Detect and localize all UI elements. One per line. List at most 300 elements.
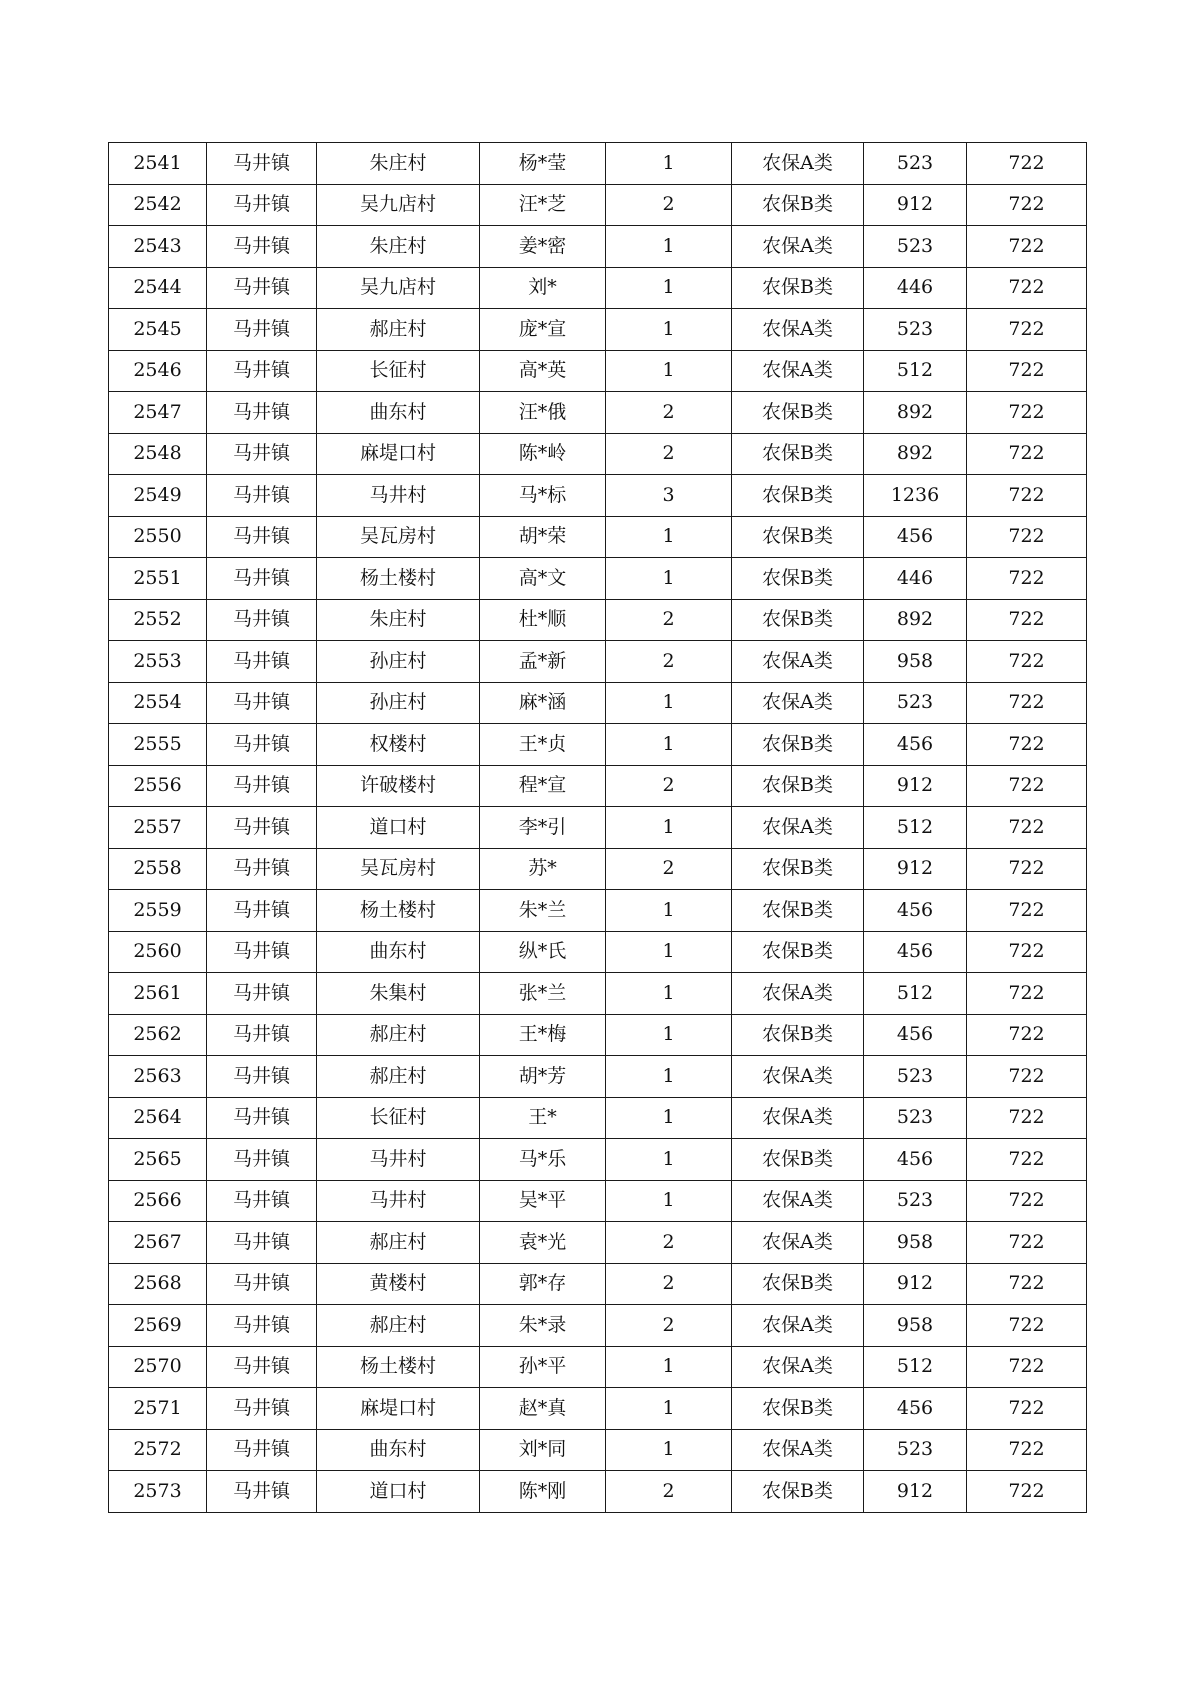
village-cell: 郝庄村: [317, 1014, 480, 1056]
category-cell: 农保B类: [732, 558, 864, 600]
standard-cell: 722: [967, 1346, 1087, 1388]
standard-cell: 722: [967, 931, 1087, 973]
table-row: [109, 184, 1087, 226]
table-row: [109, 392, 1087, 434]
category-cell: 农保A类: [732, 1056, 864, 1098]
standard-cell: 722: [967, 848, 1087, 890]
town-cell: 马井镇: [207, 143, 317, 185]
household-count-cell: 1: [606, 1346, 732, 1388]
table-row: [109, 143, 1087, 185]
name-cell: 陈*刚: [480, 1471, 606, 1513]
serial-number-cell: 2554: [109, 682, 207, 724]
household-count-cell: 2: [606, 433, 732, 475]
amount-cell: 912: [864, 765, 967, 807]
table-row: [109, 765, 1087, 807]
name-cell: 麻*涵: [480, 682, 606, 724]
standard-cell: 722: [967, 1056, 1087, 1098]
category-cell: 农保A类: [732, 1222, 864, 1264]
amount-cell: 512: [864, 1346, 967, 1388]
standard-cell: 722: [967, 350, 1087, 392]
name-cell: 杜*顺: [480, 599, 606, 641]
village-cell: 孙庄村: [317, 641, 480, 683]
name-cell: 胡*芳: [480, 1056, 606, 1098]
town-cell: 马井镇: [207, 1346, 317, 1388]
category-cell: 农保B类: [732, 890, 864, 932]
table-row: [109, 433, 1087, 475]
town-cell: 马井镇: [207, 1263, 317, 1305]
amount-cell: 456: [864, 1014, 967, 1056]
serial-number-cell: 2557: [109, 807, 207, 849]
household-count-cell: 1: [606, 890, 732, 932]
town-cell: 马井镇: [207, 516, 317, 558]
household-count-cell: 2: [606, 641, 732, 683]
serial-number-cell: 2548: [109, 433, 207, 475]
amount-cell: 1236: [864, 475, 967, 517]
household-count-cell: 1: [606, 558, 732, 600]
household-count-cell: 1: [606, 1014, 732, 1056]
standard-cell: 722: [967, 682, 1087, 724]
town-cell: 马井镇: [207, 1014, 317, 1056]
name-cell: 程*宣: [480, 765, 606, 807]
name-cell: 王*: [480, 1097, 606, 1139]
table-row: [109, 267, 1087, 309]
town-cell: 马井镇: [207, 599, 317, 641]
table-row: [109, 475, 1087, 517]
amount-cell: 456: [864, 890, 967, 932]
category-cell: 农保A类: [732, 1429, 864, 1471]
amount-cell: 446: [864, 267, 967, 309]
standard-cell: 722: [967, 1388, 1087, 1430]
town-cell: 马井镇: [207, 641, 317, 683]
serial-number-cell: 2572: [109, 1429, 207, 1471]
name-cell: 赵*真: [480, 1388, 606, 1430]
village-cell: 马井村: [317, 475, 480, 517]
serial-number-cell: 2546: [109, 350, 207, 392]
amount-cell: 446: [864, 558, 967, 600]
serial-number-cell: 2568: [109, 1263, 207, 1305]
standard-cell: 722: [967, 143, 1087, 185]
amount-cell: 958: [864, 1305, 967, 1347]
town-cell: 马井镇: [207, 724, 317, 766]
table-row: [109, 226, 1087, 268]
amount-cell: 958: [864, 1222, 967, 1264]
table-row: [109, 1139, 1087, 1181]
name-cell: 庞*宣: [480, 309, 606, 351]
category-cell: 农保A类: [732, 226, 864, 268]
name-cell: 姜*密: [480, 226, 606, 268]
town-cell: 马井镇: [207, 226, 317, 268]
household-count-cell: 2: [606, 1263, 732, 1305]
village-cell: 郝庄村: [317, 309, 480, 351]
serial-number-cell: 2561: [109, 973, 207, 1015]
village-cell: 曲东村: [317, 931, 480, 973]
standard-cell: 722: [967, 1471, 1087, 1513]
serial-number-cell: 2570: [109, 1346, 207, 1388]
category-cell: 农保A类: [732, 143, 864, 185]
serial-number-cell: 2541: [109, 143, 207, 185]
household-count-cell: 1: [606, 682, 732, 724]
town-cell: 马井镇: [207, 350, 317, 392]
category-cell: 农保A类: [732, 1346, 864, 1388]
amount-cell: 912: [864, 184, 967, 226]
amount-cell: 456: [864, 1139, 967, 1181]
standard-cell: 722: [967, 392, 1087, 434]
serial-number-cell: 2547: [109, 392, 207, 434]
table-row: [109, 890, 1087, 932]
standard-cell: 722: [967, 1097, 1087, 1139]
category-cell: 农保B类: [732, 1014, 864, 1056]
name-cell: 胡*荣: [480, 516, 606, 558]
name-cell: 王*梅: [480, 1014, 606, 1056]
village-cell: 吴九店村: [317, 184, 480, 226]
table-row: [109, 1014, 1087, 1056]
household-count-cell: 1: [606, 1097, 732, 1139]
village-cell: 道口村: [317, 807, 480, 849]
amount-cell: 512: [864, 807, 967, 849]
town-cell: 马井镇: [207, 1305, 317, 1347]
town-cell: 马井镇: [207, 267, 317, 309]
village-cell: 长征村: [317, 1097, 480, 1139]
category-cell: 农保A类: [732, 350, 864, 392]
village-cell: 麻堤口村: [317, 433, 480, 475]
category-cell: 农保B类: [732, 765, 864, 807]
village-cell: 曲东村: [317, 392, 480, 434]
village-cell: 朱庄村: [317, 226, 480, 268]
village-cell: 马井村: [317, 1180, 480, 1222]
amount-cell: 523: [864, 682, 967, 724]
serial-number-cell: 2571: [109, 1388, 207, 1430]
name-cell: 刘*: [480, 267, 606, 309]
serial-number-cell: 2545: [109, 309, 207, 351]
category-cell: 农保B类: [732, 724, 864, 766]
village-cell: 吴瓦房村: [317, 848, 480, 890]
standard-cell: 722: [967, 1263, 1087, 1305]
village-cell: 杨土楼村: [317, 1346, 480, 1388]
name-cell: 朱*录: [480, 1305, 606, 1347]
household-count-cell: 1: [606, 309, 732, 351]
category-cell: 农保B类: [732, 1471, 864, 1513]
serial-number-cell: 2567: [109, 1222, 207, 1264]
category-cell: 农保B类: [732, 1139, 864, 1181]
name-cell: 郭*存: [480, 1263, 606, 1305]
serial-number-cell: 2559: [109, 890, 207, 932]
household-count-cell: 2: [606, 184, 732, 226]
serial-number-cell: 2553: [109, 641, 207, 683]
category-cell: 农保A类: [732, 1097, 864, 1139]
table-row: [109, 724, 1087, 766]
standard-cell: 722: [967, 184, 1087, 226]
household-count-cell: 1: [606, 1139, 732, 1181]
name-cell: 苏*: [480, 848, 606, 890]
name-cell: 张*兰: [480, 973, 606, 1015]
town-cell: 马井镇: [207, 1429, 317, 1471]
village-cell: 孙庄村: [317, 682, 480, 724]
town-cell: 马井镇: [207, 973, 317, 1015]
village-cell: 麻堤口村: [317, 1388, 480, 1430]
table-row: [109, 848, 1087, 890]
document-page: [108, 142, 1086, 1513]
village-cell: 朱庄村: [317, 599, 480, 641]
household-count-cell: 2: [606, 599, 732, 641]
category-cell: 农保A类: [732, 682, 864, 724]
household-count-cell: 1: [606, 1429, 732, 1471]
amount-cell: 523: [864, 1056, 967, 1098]
table-row: [109, 1429, 1087, 1471]
name-cell: 纵*氏: [480, 931, 606, 973]
household-count-cell: 1: [606, 1388, 732, 1430]
town-cell: 马井镇: [207, 1222, 317, 1264]
name-cell: 朱*兰: [480, 890, 606, 932]
category-cell: 农保B类: [732, 516, 864, 558]
name-cell: 刘*同: [480, 1429, 606, 1471]
town-cell: 马井镇: [207, 1056, 317, 1098]
category-cell: 农保B类: [732, 475, 864, 517]
serial-number-cell: 2569: [109, 1305, 207, 1347]
name-cell: 杨*莹: [480, 143, 606, 185]
table-row: [109, 350, 1087, 392]
amount-cell: 912: [864, 1263, 967, 1305]
name-cell: 陈*岭: [480, 433, 606, 475]
village-cell: 杨土楼村: [317, 890, 480, 932]
serial-number-cell: 2549: [109, 475, 207, 517]
table-row: [109, 1305, 1087, 1347]
table-row: [109, 807, 1087, 849]
standard-cell: 722: [967, 1305, 1087, 1347]
category-cell: 农保A类: [732, 1305, 864, 1347]
serial-number-cell: 2573: [109, 1471, 207, 1513]
serial-number-cell: 2555: [109, 724, 207, 766]
serial-number-cell: 2542: [109, 184, 207, 226]
amount-cell: 958: [864, 641, 967, 683]
name-cell: 高*文: [480, 558, 606, 600]
category-cell: 农保B类: [732, 599, 864, 641]
village-cell: 郝庄村: [317, 1056, 480, 1098]
town-cell: 马井镇: [207, 682, 317, 724]
table-row: [109, 1222, 1087, 1264]
serial-number-cell: 2566: [109, 1180, 207, 1222]
serial-number-cell: 2563: [109, 1056, 207, 1098]
name-cell: 李*引: [480, 807, 606, 849]
household-count-cell: 1: [606, 807, 732, 849]
serial-number-cell: 2544: [109, 267, 207, 309]
amount-cell: 892: [864, 433, 967, 475]
amount-cell: 456: [864, 1388, 967, 1430]
category-cell: 农保B类: [732, 433, 864, 475]
category-cell: 农保A类: [732, 1180, 864, 1222]
serial-number-cell: 2552: [109, 599, 207, 641]
standard-cell: 722: [967, 1222, 1087, 1264]
standard-cell: 722: [967, 1429, 1087, 1471]
town-cell: 马井镇: [207, 475, 317, 517]
town-cell: 马井镇: [207, 433, 317, 475]
name-cell: 袁*光: [480, 1222, 606, 1264]
household-count-cell: 2: [606, 848, 732, 890]
standard-cell: 722: [967, 765, 1087, 807]
serial-number-cell: 2556: [109, 765, 207, 807]
village-cell: 权楼村: [317, 724, 480, 766]
table-row: [109, 1346, 1087, 1388]
town-cell: 马井镇: [207, 807, 317, 849]
category-cell: 农保A类: [732, 973, 864, 1015]
category-cell: 农保A类: [732, 807, 864, 849]
standard-cell: 722: [967, 516, 1087, 558]
village-cell: 吴瓦房村: [317, 516, 480, 558]
table-row: [109, 1180, 1087, 1222]
amount-cell: 512: [864, 973, 967, 1015]
standard-cell: 722: [967, 890, 1087, 932]
village-cell: 黄楼村: [317, 1263, 480, 1305]
name-cell: 马*乐: [480, 1139, 606, 1181]
table-row: [109, 599, 1087, 641]
town-cell: 马井镇: [207, 309, 317, 351]
town-cell: 马井镇: [207, 1139, 317, 1181]
name-cell: 高*英: [480, 350, 606, 392]
standard-cell: 722: [967, 558, 1087, 600]
standard-cell: 722: [967, 724, 1087, 766]
amount-cell: 892: [864, 392, 967, 434]
name-cell: 汪*俄: [480, 392, 606, 434]
amount-cell: 512: [864, 350, 967, 392]
category-cell: 农保B类: [732, 1388, 864, 1430]
village-cell: 郝庄村: [317, 1305, 480, 1347]
table-row: [109, 1471, 1087, 1513]
town-cell: 马井镇: [207, 1471, 317, 1513]
category-cell: 农保A类: [732, 309, 864, 351]
village-cell: 杨土楼村: [317, 558, 480, 600]
household-count-cell: 1: [606, 226, 732, 268]
household-count-cell: 2: [606, 1305, 732, 1347]
town-cell: 马井镇: [207, 392, 317, 434]
standard-cell: 722: [967, 267, 1087, 309]
village-cell: 曲东村: [317, 1429, 480, 1471]
household-count-cell: 2: [606, 392, 732, 434]
category-cell: 农保B类: [732, 1263, 864, 1305]
village-cell: 郝庄村: [317, 1222, 480, 1264]
town-cell: 马井镇: [207, 1388, 317, 1430]
standard-cell: 722: [967, 807, 1087, 849]
table-row: [109, 931, 1087, 973]
household-count-cell: 2: [606, 1222, 732, 1264]
town-cell: 马井镇: [207, 558, 317, 600]
amount-cell: 912: [864, 848, 967, 890]
village-cell: 吴九店村: [317, 267, 480, 309]
serial-number-cell: 2562: [109, 1014, 207, 1056]
amount-cell: 456: [864, 931, 967, 973]
amount-cell: 912: [864, 1471, 967, 1513]
amount-cell: 523: [864, 309, 967, 351]
amount-cell: 456: [864, 516, 967, 558]
amount-cell: 523: [864, 226, 967, 268]
serial-number-cell: 2560: [109, 931, 207, 973]
amount-cell: 456: [864, 724, 967, 766]
data-table: [108, 142, 1087, 1513]
household-count-cell: 1: [606, 973, 732, 1015]
village-cell: 许破楼村: [317, 765, 480, 807]
name-cell: 孙*平: [480, 1346, 606, 1388]
household-count-cell: 1: [606, 267, 732, 309]
village-cell: 马井村: [317, 1139, 480, 1181]
town-cell: 马井镇: [207, 890, 317, 932]
standard-cell: 722: [967, 433, 1087, 475]
village-cell: 朱集村: [317, 973, 480, 1015]
standard-cell: 722: [967, 641, 1087, 683]
category-cell: 农保B类: [732, 267, 864, 309]
household-count-cell: 3: [606, 475, 732, 517]
table-row: [109, 558, 1087, 600]
town-cell: 马井镇: [207, 848, 317, 890]
amount-cell: 892: [864, 599, 967, 641]
table-body: [109, 143, 1087, 1513]
town-cell: 马井镇: [207, 1180, 317, 1222]
name-cell: 马*标: [480, 475, 606, 517]
table-row: [109, 1388, 1087, 1430]
table-row: [109, 516, 1087, 558]
town-cell: 马井镇: [207, 184, 317, 226]
household-count-cell: 1: [606, 143, 732, 185]
standard-cell: 722: [967, 475, 1087, 517]
standard-cell: 722: [967, 226, 1087, 268]
standard-cell: 722: [967, 309, 1087, 351]
serial-number-cell: 2543: [109, 226, 207, 268]
amount-cell: 523: [864, 143, 967, 185]
table-row: [109, 1097, 1087, 1139]
town-cell: 马井镇: [207, 931, 317, 973]
household-count-cell: 1: [606, 1056, 732, 1098]
category-cell: 农保B类: [732, 931, 864, 973]
town-cell: 马井镇: [207, 765, 317, 807]
table-row: [109, 1056, 1087, 1098]
village-cell: 道口村: [317, 1471, 480, 1513]
table-row: [109, 641, 1087, 683]
household-count-cell: 1: [606, 1180, 732, 1222]
amount-cell: 523: [864, 1180, 967, 1222]
table-row: [109, 1263, 1087, 1305]
household-count-cell: 2: [606, 1471, 732, 1513]
serial-number-cell: 2551: [109, 558, 207, 600]
serial-number-cell: 2558: [109, 848, 207, 890]
household-count-cell: 1: [606, 931, 732, 973]
standard-cell: 722: [967, 599, 1087, 641]
category-cell: 农保A类: [732, 641, 864, 683]
serial-number-cell: 2564: [109, 1097, 207, 1139]
table-row: [109, 973, 1087, 1015]
household-count-cell: 1: [606, 516, 732, 558]
amount-cell: 523: [864, 1429, 967, 1471]
category-cell: 农保B类: [732, 392, 864, 434]
village-cell: 长征村: [317, 350, 480, 392]
household-count-cell: 1: [606, 724, 732, 766]
standard-cell: 722: [967, 1139, 1087, 1181]
name-cell: 孟*新: [480, 641, 606, 683]
table-row: [109, 682, 1087, 724]
category-cell: 农保B类: [732, 184, 864, 226]
table-row: [109, 309, 1087, 351]
household-count-cell: 2: [606, 765, 732, 807]
name-cell: 汪*芝: [480, 184, 606, 226]
name-cell: 吴*平: [480, 1180, 606, 1222]
category-cell: 农保B类: [732, 848, 864, 890]
standard-cell: 722: [967, 973, 1087, 1015]
standard-cell: 722: [967, 1014, 1087, 1056]
town-cell: 马井镇: [207, 1097, 317, 1139]
name-cell: 王*贞: [480, 724, 606, 766]
serial-number-cell: 2565: [109, 1139, 207, 1181]
household-count-cell: 1: [606, 350, 732, 392]
serial-number-cell: 2550: [109, 516, 207, 558]
village-cell: 朱庄村: [317, 143, 480, 185]
standard-cell: 722: [967, 1180, 1087, 1222]
amount-cell: 523: [864, 1097, 967, 1139]
